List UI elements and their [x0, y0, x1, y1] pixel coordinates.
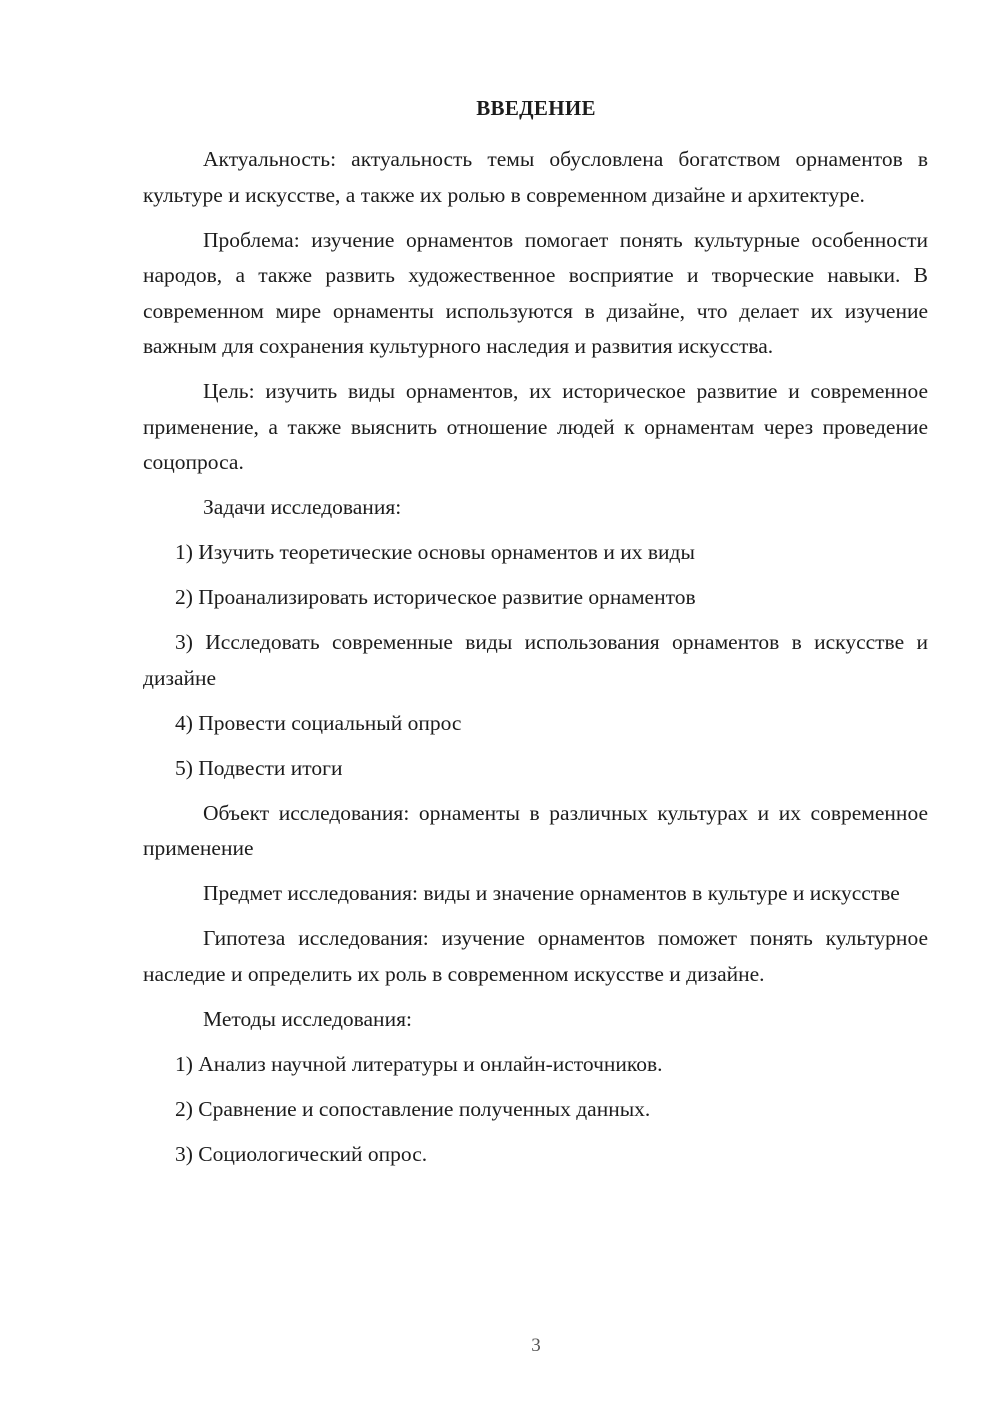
paragraph-tasks-heading: Задачи исследования:	[203, 495, 402, 519]
paragraph-relevance: Актуальность: актуальность темы обусловлена богатством орнаментов в культуре и искусстве, а также их ролью в современном дизайне и архитектуре.	[143, 147, 928, 207]
paragraph-object: Объект исследования: орнаменты в различных культурах и их современное применение	[143, 800, 928, 860]
page-number: 3	[531, 1335, 541, 1356]
task-item: 2) Проанализировать историческое развитие орнаментов	[175, 585, 696, 609]
paragraph-subject: Предмет исследования: виды и значение орнаментов в культуре и искусстве	[203, 881, 900, 905]
method-item: 1) Анализ научной литературы и онлайн-источников.	[175, 1051, 663, 1076]
paragraph-hypothesis: Гипотеза исследования: изучение орнаментов поможет понять культурное наследие и определить их роль в современном искусстве и дизайне.	[143, 926, 928, 986]
page-title: ВВЕДЕНИЕ	[476, 96, 596, 120]
task-item: 5) Подвести итоги	[175, 755, 343, 780]
document-body	[143, 142, 928, 1172]
task-item: 4) Провести социальный опрос	[175, 710, 462, 735]
paragraph-methods-heading: Методы исследования:	[203, 1006, 412, 1031]
task-item: 1) Изучить теоретические основы орнаментов и их виды	[175, 540, 695, 564]
method-item: 3) Социологический опрос.	[175, 1141, 428, 1166]
paragraph-goal: Цель: изучить виды орнаментов, их историческое развитие и современное применение, а также выяснить отношение людей к орнаментам через проведение соцопроса.	[143, 379, 928, 474]
task-item: 3) Исследовать современные виды использования орнаментов в искусстве и дизайне	[143, 630, 928, 690]
method-item: 2) Сравнение и сопоставление полученных данных.	[175, 1096, 651, 1121]
paragraph-problem: Проблема: изучение орнаментов помогает понять культурные особенности народов, а также развить художественное восприятие и творческие навыки. В современном мире орнаменты используются в дизайне, что делает их изучение важным для сохранения культурного наследия и развития искусства.	[143, 227, 928, 358]
